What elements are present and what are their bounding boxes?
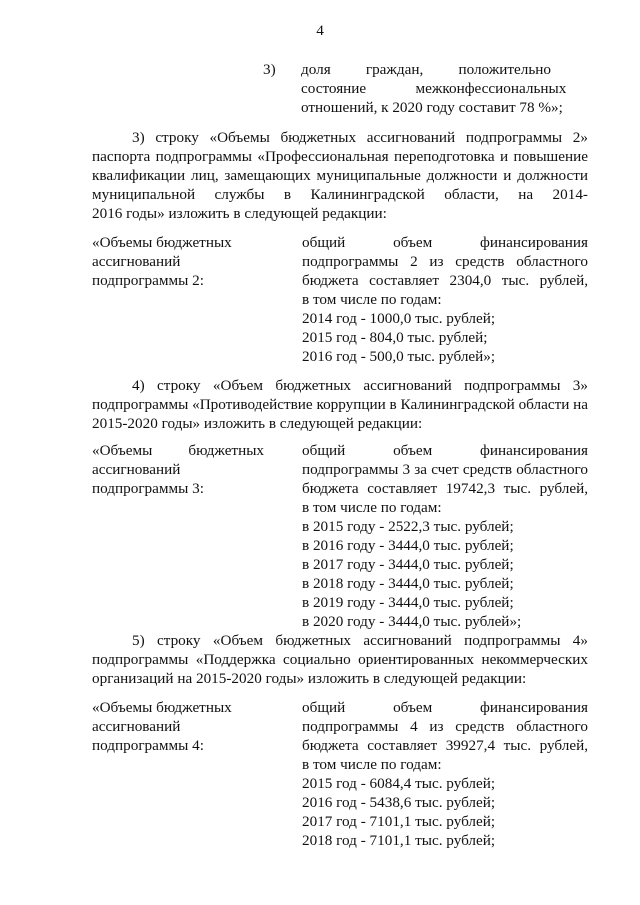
body-line: в 2015 году - 2522,3 тыс. рублей; [302,518,514,535]
text-line: организаций на 2015-2020 годы» изложить в следующей редакции: [92,670,527,687]
paragraph-3 [92,128,588,223]
block-body [302,441,588,631]
item-text [301,60,567,117]
text-line: муниципальной службы в Калининградской области, на 2014- [92,186,588,203]
text-line: 4) строку «Объем бюджетных ассигнований подпрограммы 3» [132,377,588,394]
body-line: в 2016 году - 3444,0 тыс. рублей; [302,537,514,554]
body-line: в 2017 году - 3444,0 тыс. рублей; [302,556,514,573]
body-line: общий объем финансирования [302,442,588,459]
block-body [302,698,588,850]
block-label [92,441,264,498]
block-body [302,233,588,366]
body-line: в том числе по годам: [302,291,442,308]
body-line: в том числе по годам: [302,756,442,773]
body-line: общий объем финансирования [302,234,588,251]
body-line: подпрограммы 3 за счет средств областного [302,461,588,478]
text-line: состояние межконфессиональных [301,80,567,97]
paragraph-4 [92,376,588,433]
text-line: подпрограммы «Противодействие коррупции в Калининградской области на [92,396,588,413]
body-line: в 2020 году - 3444,0 тыс. рублей»; [302,613,522,630]
body-line: 2017 год - 7101,1 тыс. рублей; [302,813,496,830]
block-label [92,233,264,290]
text-line: 3) строку «Объемы бюджетных ассигнований подпрограммы 2» [132,129,588,146]
item-number: 3) [263,61,276,78]
text-line: 5) строку «Объем бюджетных ассигнований подпрограммы 4» [132,632,588,649]
block-label [92,698,264,755]
text-line: отношений, к 2020 году составит 78 %»; [301,99,563,116]
text-line: 2016 годы» изложить в следующей редакции: [92,205,387,222]
body-line: подпрограммы 2 из средств областного [302,253,588,270]
body-line: общий объем финансирования [302,699,588,716]
body-line: 2016 год - 5438,6 тыс. рублей; [302,794,496,811]
text-line: паспорта подпрограммы «Профессиональная переподготовка и повышение [92,148,588,165]
paragraph-5 [92,631,588,688]
text-line: доля граждан, положительно [301,61,551,78]
label-line: ассигнований [92,253,181,270]
body-line: 2018 год - 7101,1 тыс. рублей; [302,832,496,849]
body-line: 2016 год - 500,0 тыс. рублей»; [302,348,496,365]
text-line: квалификации лиц, замещающих муниципальные должности и должности [92,167,588,184]
label-line: ассигнований [92,718,181,735]
label-line: подпрограммы 3: [92,480,204,497]
body-line: бюджета составляет 19742,3 тыс. рублей, [302,480,588,497]
body-line: 2015 год - 6084,4 тыс. рублей; [302,775,496,792]
label-line: «Объемы бюджетных [92,442,264,459]
label-line: подпрограммы 2: [92,272,204,289]
page-number: 4 [316,22,324,39]
body-line: подпрограммы 4 из средств областного [302,718,588,735]
body-line: 2015 год - 804,0 тыс. рублей; [302,329,488,346]
label-line: подпрограммы 4: [92,737,204,754]
label-line: ассигнований [92,461,181,478]
label-line: «Объемы бюджетных [92,234,232,251]
body-line: в 2018 году - 3444,0 тыс. рублей; [302,575,514,592]
label-line: «Объемы бюджетных [92,699,232,716]
body-line: в том числе по годам: [302,499,442,516]
text-line: подпрограммы «Поддержка социально ориентированных некоммерческих [92,651,588,668]
body-line: бюджета составляет 39927,4 тыс. рублей, [302,737,588,754]
body-line: в 2019 году - 3444,0 тыс. рублей; [302,594,514,611]
body-line: бюджета составляет 2304,0 тыс. рублей, [302,272,588,289]
body-line: 2014 год - 1000,0 тыс. рублей; [302,310,496,327]
text-line: 2015-2020 годы» изложить в следующей редакции: [92,415,423,432]
